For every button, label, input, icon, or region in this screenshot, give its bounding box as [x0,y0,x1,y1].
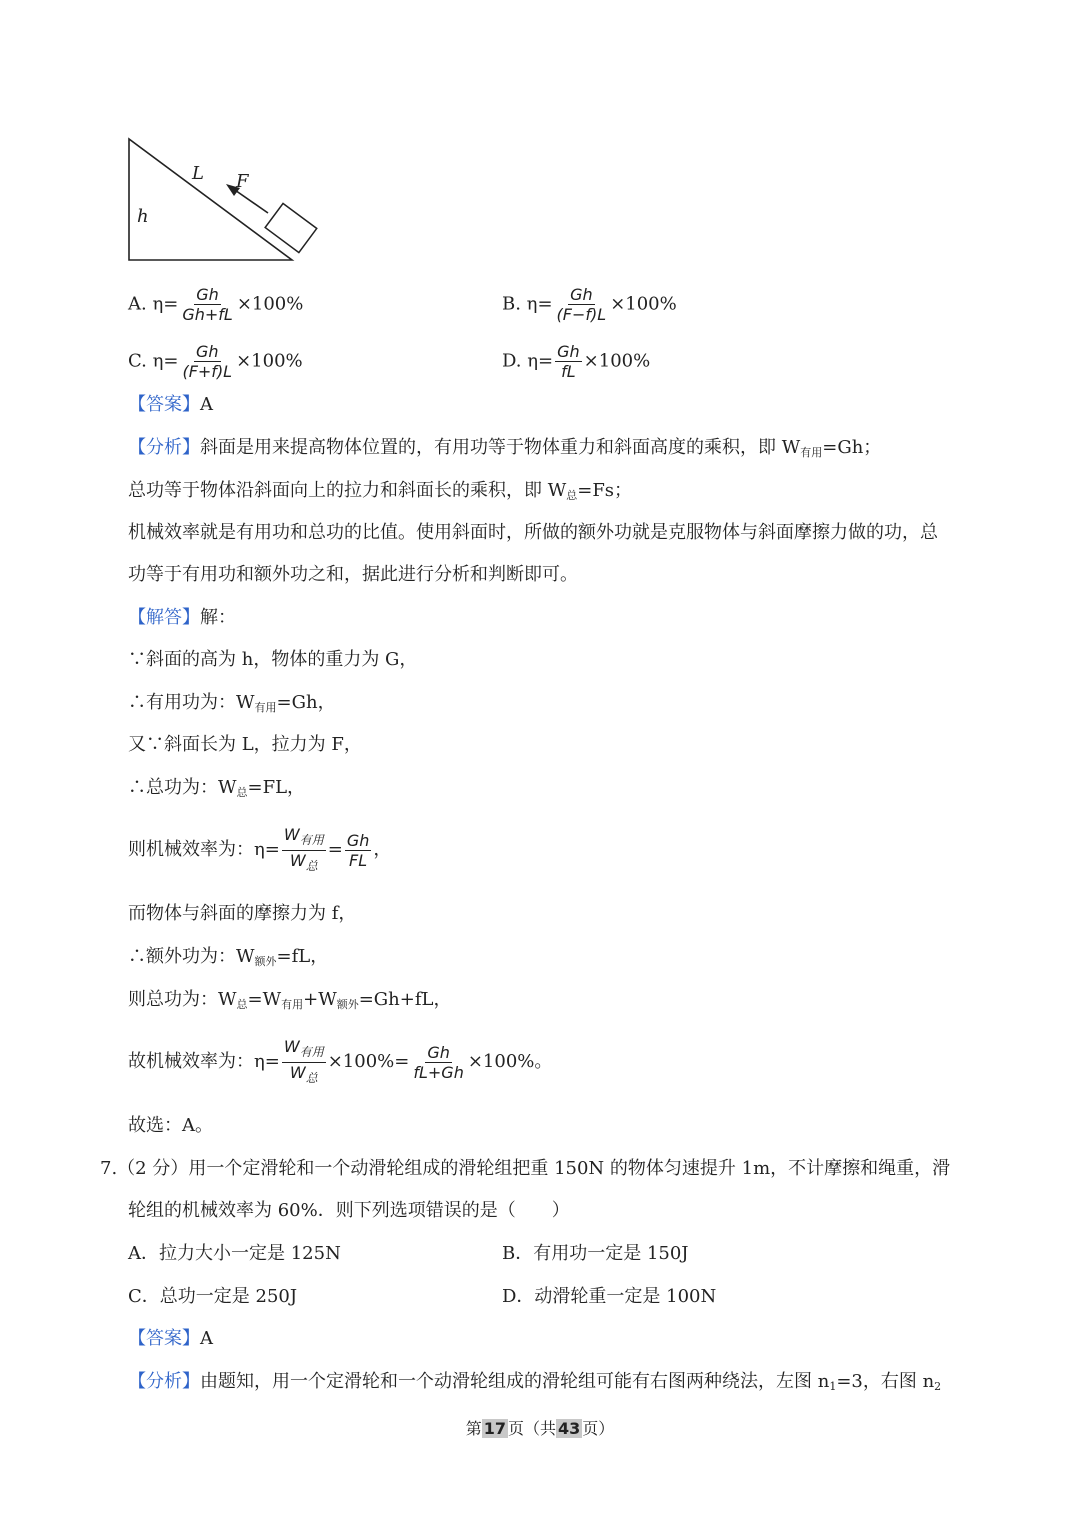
fraction-numerator: Gh [196,285,219,304]
q6-analysis-line-4: 功等于有用功和额外功之和，据此进行分析和判断即可。 [128,564,578,585]
analysis-text: 斜面是用来提高物体位置的，有用功等于物体重力和斜面高度的乘积，即 W [200,437,801,458]
step-text: ∴额外功为：W [128,946,255,967]
q6-analysis-line-1 [128,436,881,465]
fraction-denominator: FL [349,850,368,870]
fraction-numerator [282,825,326,851]
q6-analysis-line-2 [128,479,632,508]
solution-step-7 [128,945,328,974]
incline-diagram [120,130,320,270]
fraction-numerator: Gh [346,830,370,850]
fraction-numerator: Gh [427,1042,450,1062]
analysis-text: 由题知，用一个定滑轮和一个动滑轮组成的滑轮组可能有右图两种绕法，左图 n [200,1371,830,1392]
symbol: W [289,1062,306,1082]
subscript: 1 [829,1380,837,1393]
label-h: h [137,206,149,227]
q6-solution-header [128,606,236,630]
label-F: F [236,171,249,192]
step-text: ×100%。 [467,1051,553,1072]
subscript: 有用 [281,998,304,1011]
solution-intro: 解： [200,607,236,628]
equals-sign: = [327,839,343,860]
footer-text: 第 [465,1419,482,1438]
subscript: 有用 [800,446,823,459]
step-text: ， [373,839,392,860]
subscript: 有用 [299,1044,324,1059]
fraction-denominator: (F+f)L [182,362,233,381]
q6-analysis-line-3: 机械效率就是有用功和总功的比值。使用斜面时，所做的额外功就是克服物体与斜面摩擦力做的功，总 [128,522,938,543]
step-text: =FL， [247,777,306,798]
fraction-denominator: (F−f)L [556,305,607,324]
q7-option-b: B．有用功一定是 150J [502,1243,689,1264]
solution-step-3: 又∵斜面长为 L，拉力为 F， [128,734,362,755]
solution-step-5 [128,822,391,878]
fraction-numerator: Gh [570,285,593,304]
subscript: 额外 [336,998,359,1011]
solution-step-4 [128,776,305,805]
solution-step-8 [128,988,451,1017]
q7-stem-line-2: 轮组的机械效率为 60%．则下列选项错误的是（ ） [128,1200,570,1221]
option-d-prefix: D. η= [502,350,554,372]
analysis-text: =Fs； [577,480,633,501]
fraction-denominator [288,1063,320,1088]
total-pages: 43 [558,1419,581,1438]
efficiency-fraction-final [411,1043,466,1082]
solution-step-1: ∵斜面的高为 h，物体的重力为 G， [128,649,418,670]
step-text: +W [303,989,337,1010]
option-b-prefix: B. η= [502,293,553,315]
option-d [502,342,650,381]
analysis-text: =Gh； [822,437,882,458]
fraction-denominator [288,851,320,876]
subscript: 有用 [254,701,277,714]
footer-text: 页） [582,1419,615,1438]
efficiency-fraction-w [282,825,326,876]
option-a-suffix: ×100% [236,293,304,315]
fraction-denominator: Gh+fL [182,305,233,324]
analysis-tag: 【分析】 [128,1371,200,1392]
incline-triangle [129,139,292,260]
option-b-suffix: ×100% [610,293,677,315]
option-a [128,285,303,324]
q7-option-a: A．拉力大小一定是 125N [128,1243,341,1264]
option-a-prefix: A. η= [128,293,179,315]
subscript: 总 [236,786,248,799]
subscript: 总 [236,998,248,1011]
fraction-denominator: fL+Gh [413,1062,464,1082]
analysis-tag: 【分析】 [128,437,200,458]
option-d-suffix: ×100% [583,350,651,372]
efficiency-fraction-gh [345,831,372,870]
step-text: 故机械效率为：η= [128,1051,280,1072]
option-c-fraction [180,342,234,381]
fraction-numerator [282,1037,326,1063]
option-c [128,342,303,381]
analysis-text: 总功等于物体沿斜面向上的拉力和斜面长的乘积，即 W [128,480,567,501]
q6-conclusion: 故选：A。 [128,1115,213,1136]
answer-tag: 【答案】 [128,394,200,415]
solution-tag: 【解答】 [128,607,200,628]
subscript: 总 [566,489,578,502]
fraction-numerator: Gh [196,342,219,361]
q7-option-d: D．动滑轮重一定是 100N [502,1286,717,1307]
step-text: =Gh+fL， [358,989,452,1010]
subscript: 2 [934,1380,942,1393]
step-text: =W [247,989,282,1010]
analysis-text: =3，右图 n [836,1371,935,1392]
answer-tag: 【答案】 [128,1328,200,1349]
step-text: ∴总功为：W [128,777,237,798]
subscript: 有用 [299,832,324,847]
q7-option-c: C．总功一定是 250J [128,1286,298,1307]
subscript: 总 [305,858,318,873]
page-footer [0,1416,1080,1439]
fraction-denominator: fL [561,362,576,381]
fraction-numerator: Gh [557,342,580,361]
footer-text: 页（共 [507,1419,556,1438]
q7-analysis [128,1370,941,1399]
efficiency-fraction-w-total [282,1037,326,1088]
answer-value: A [200,1328,213,1349]
label-L: L [192,163,204,184]
symbol: W [283,824,300,844]
option-c-prefix: C. η= [128,350,179,372]
option-c-suffix: ×100% [236,350,303,372]
q6-answer [128,393,213,417]
page-number: 17 [483,1419,506,1438]
solution-step-6: 而物体与斜面的摩擦力为 f， [128,903,357,924]
step-text: 则机械效率为：η= [128,839,280,860]
option-b [502,285,677,324]
answer-value: A [200,394,213,415]
option-b-fraction [555,285,609,324]
symbol: W [289,850,306,870]
option-d-fraction [555,342,582,381]
subscript: 总 [305,1070,318,1085]
option-a-fraction [180,285,235,324]
step-text: ×100%= [327,1051,410,1072]
step-text: 则总功为：W [128,989,237,1010]
solution-step-9 [128,1034,552,1090]
step-text: =Gh， [276,692,336,713]
q7-answer [128,1327,213,1351]
step-text: ∴有用功为：W [128,692,255,713]
solution-step-2 [128,691,336,720]
step-text: =fL， [276,946,329,967]
q7-stem-line-1: 7.（2 分）用一个定滑轮和一个动滑轮组成的滑轮组把重 150N 的物体匀速提升 1m，不计摩擦和绳重，滑 [100,1158,951,1179]
subscript: 额外 [254,955,277,968]
symbol: W [283,1036,300,1056]
